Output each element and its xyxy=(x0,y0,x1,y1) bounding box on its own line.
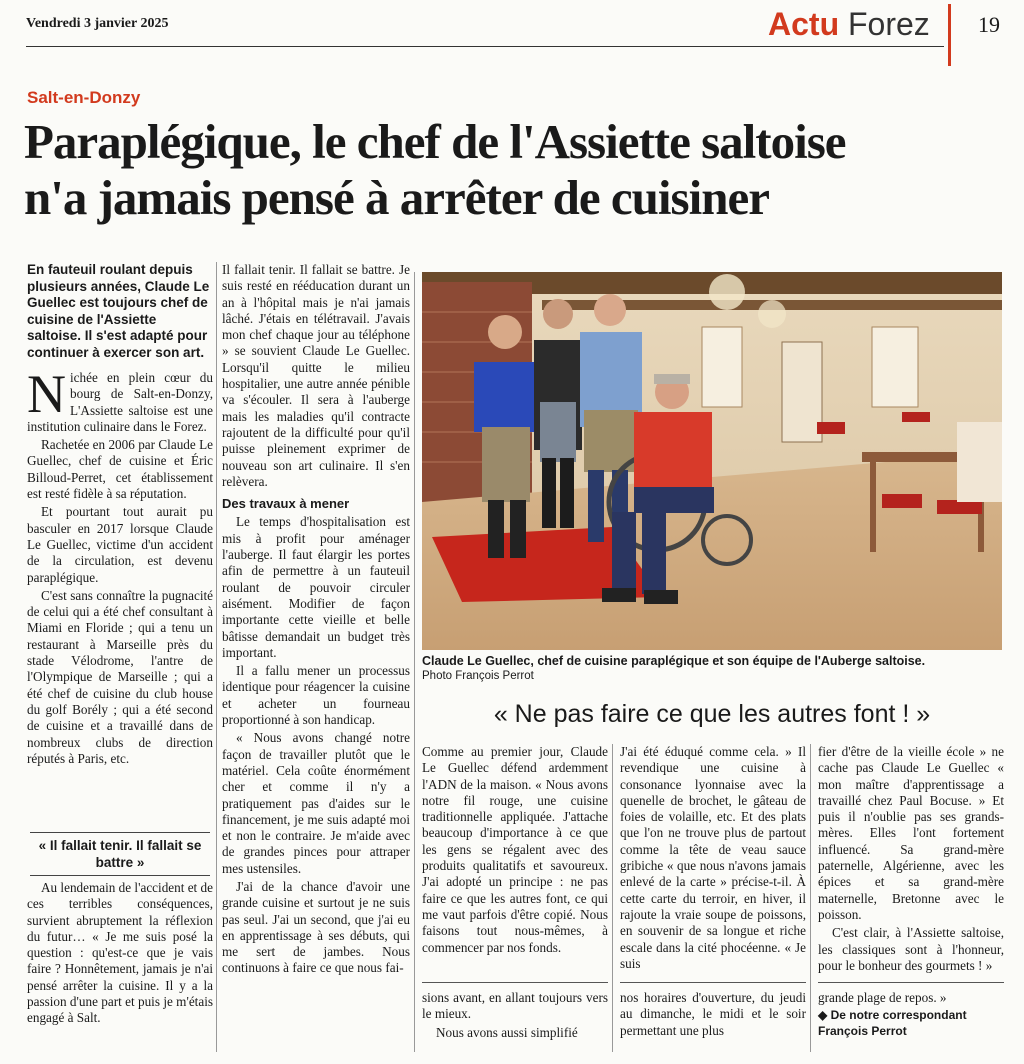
col3b-paragraph-1: sions avant, en allant toujours vers le mieux. xyxy=(422,990,608,1022)
issue-date: Vendredi 3 janvier 2025 xyxy=(26,16,169,31)
standfirst: En fauteuil roulant depuis plusieurs années, Claude Le Guellec est toujours chef de cuisine de l'Assiette saltoise. Il s'est adapté pour continuer à exercer son art. xyxy=(27,262,210,360)
col4b-paragraph-1: nos horaires d'ouverture, du jeudi au dimanche, le midi et le soir permettant une plus xyxy=(620,990,806,1038)
section-name xyxy=(768,2,930,46)
col3b-paragraph-2: Nous avons aussi simplifié xyxy=(436,1024,578,1040)
headline xyxy=(24,114,1014,226)
restaurant-team-photo xyxy=(422,272,1002,650)
col1-paragraph-1: ichée en plein cœur du bourg de Salt-en-Donzy, L'Assiette saltoise est une institution culinaire dans le Forez. xyxy=(27,370,213,434)
intertitle: « Il fallait tenir. Il fallait se battre » xyxy=(30,832,210,876)
column-3 xyxy=(422,744,608,958)
col3-paragraph-1: Comme au premier jour, Claude Le Guellec défend ardemment l'ADN de la maison. « Nous avons notre fil rouge, une cuisine traditionnelle appliquée. J'attache beaucoup d'importance à ce que les gens se régalent avec des produits qualitatifs et savoureux. J'ai adopté un principe : ne pas faire ce que les autres font, ce qui me vaut parfois d'être copié. Nous faisons tout nous-mêmes, à commencer par nos fonds. xyxy=(422,744,608,955)
page-number: 19 xyxy=(978,12,1000,37)
col4-paragraph-1: J'ai été éduqué comme cela. » Il revendique une cuisine à consonance lyonnaise avec la quenelle de brochet, le gâteau de foies de volaille, etc. Et des plats que l'on ne trouve plus de partout comme la tête de veau sauce gribiche « que nous n'avons jamais enlevé de la carte » précise-t-il. À cette carte du terroir, en hiver, il rajoute la vraie soupe de poissons, en souvenir de sa longue et riche escale dans la cité phocéenne. « Je suis xyxy=(620,744,806,971)
column-5-continued xyxy=(818,990,1004,1038)
pull-quote-heading: « Ne pas faire ce que les autres font ! » xyxy=(493,700,931,728)
photo-caption: Claude Le Guellec, chef de cuisine paraplégique et son équipe de l'Auberge saltoise. xyxy=(422,654,926,668)
headline-line-1: Paraplégique, le chef de l'Assiette saltoise xyxy=(24,114,846,169)
column-separator xyxy=(810,744,811,1052)
column-separator xyxy=(414,272,415,1052)
column-1 xyxy=(27,364,213,769)
byline-label: ◆ De notre correspondant xyxy=(818,1008,967,1023)
byline-author: François Perrot xyxy=(818,1024,907,1039)
column-4 xyxy=(620,744,806,974)
col1b-paragraph-1: Au lendemain de l'accident et de ces terribles conséquences, survient abruptement la réflexion du futur… « Je me suis posé la question : qu'est-ce que je vais faire ? Honnêtement, jamais je n'ai pensé arrêter la cuisine. Il y a la passion d'une part et puis je m'étais engagé à Salt. xyxy=(27,880,213,1026)
col1-paragraph-2: Rachetée en 2006 par Claude Le Guellec, chef de cuisine et Éric Billoud-Perret, cet établissement est resté fidèle à sa réputation. xyxy=(27,437,213,502)
section-actu: Actu xyxy=(768,6,840,42)
subheading: Des travaux à mener xyxy=(222,496,350,512)
col1-paragraph-3: Et pourtant tout aurait pu basculer en 2017 lorsque Claude Le Guellec, victime d'un accident de la circulation, est devenu paraplégique. xyxy=(27,504,213,585)
headline-line-2: n'a jamais pensé à arrêter de cuisiner xyxy=(24,170,769,225)
section-forez: Forez xyxy=(848,6,930,42)
photo-credit: Photo François Perrot xyxy=(422,670,534,682)
column-break-rule xyxy=(818,982,1004,983)
col2-paragraph-4: « Nous avons changé notre façon de travailler plutôt que le matériel. Cela coûte énormément cher et comme il n'y a pratiquement pas d'aides sur le financement, je me suis adapté moi et non le contraire. Je m'aide avec de grandes pinces pour attraper mes ustensiles. xyxy=(222,730,410,876)
col2-paragraph-5: J'ai de la chance d'avoir une grande cuisine et surtout je ne suis pas seul. J'ai un second, que j'ai eu en apprentissage à ses débuts, qui me sert de jambes. Nous continuons à faire ce que nous fai- xyxy=(222,878,410,976)
col2-paragraph-1: Il fallait tenir. Il fallait se battre. Je suis resté en rééducation durant un an à l'hôpital mais je n'ai jamais lâché. J'étais en télétravail. J'avais mon chef chaque jour au téléphone » se souvient Claude Le Guellec. Lorsqu'il quitte le milieu hospitalier, une autre année pénible va s'écouler. Il sera à l'auberge mais les maladies qu'il contracte rajoutent de la difficulté pour qu'il puisse pleinement exprimer de nouveau son art culinaire. Il s'en relèvera. xyxy=(222,262,410,489)
column-3-continued xyxy=(422,990,608,1043)
column-separator xyxy=(612,744,613,1052)
col1-paragraph-4: C'est sans connaître la pugnacité de celui qui a été chef consultant à Miami en Floride ; qui a tenu un restaurant à Marseille près du stade Vélodrome, l'antre de l'Olympique de Marseille ; qui a été chef de cuisine du club house du golf Borély ; qui a été second de cuisine et a travaillé dans de nombreux clubs de direction réputés à Paris, etc. xyxy=(27,587,213,766)
col5b-paragraph-1: grande plage de repos. » xyxy=(818,990,947,1005)
column-separator xyxy=(216,262,217,1052)
column-break-rule xyxy=(422,982,608,983)
drop-cap: N xyxy=(27,364,66,424)
column-1-continued xyxy=(27,880,213,1029)
column-break-rule xyxy=(620,982,806,983)
col2-paragraph-2: Le temps d'hospitalisation est mis à profit pour aménager l'auberge. Il faut élargir les portes afin de permettre à un fauteuil roulant de pouvoir circuler aisément. Modifier de façon importante cette vieille et belle bâtisse demandait un budget très important. xyxy=(222,514,410,660)
header-accent-bar xyxy=(948,4,951,66)
column-2 xyxy=(222,262,410,979)
column-4-continued xyxy=(620,990,806,1041)
column-5 xyxy=(818,744,1004,976)
col5-paragraph-2: C'est clair, à l'Assiette saltoise, les classiques sont à l'honneur, pour le bonheur des gourmets ! » xyxy=(818,925,1004,973)
col5-paragraph-1: fier d'être de la vieille école » ne cache pas Claude Le Guellec « mon maître d'apprentissage a travaillé chez Paul Bocuse. » Et puis il n'oublie pas ses grands-mères. Elles l'ont fortement influencé. Sa grand-mère paternelle, Algérienne, avec les épices et sa grand-mère maternelle, Bretonne avec le poisson. xyxy=(818,744,1004,922)
header-rule xyxy=(26,46,944,47)
col2-paragraph-3: Il a fallu mener un processus identique pour réagencer la cuisine et acheter un fourneau proportionné à son handicap. xyxy=(222,663,410,728)
location-kicker: Salt-en-Donzy xyxy=(27,88,141,107)
